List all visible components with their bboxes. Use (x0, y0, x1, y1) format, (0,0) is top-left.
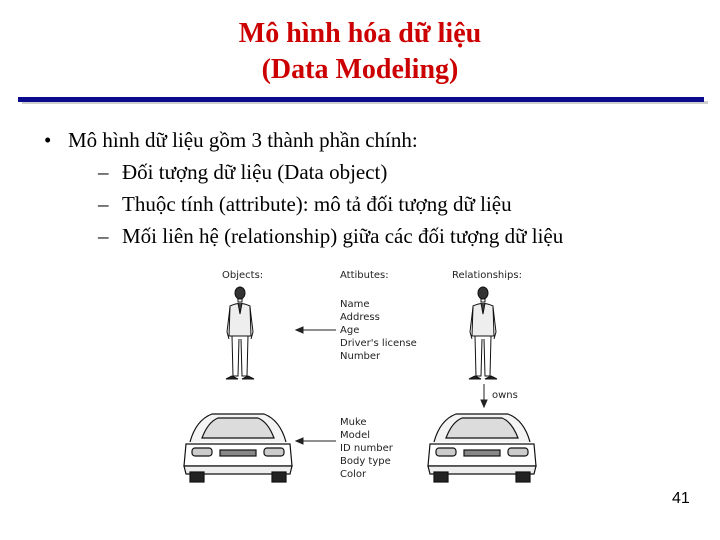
main-bullet-text: Mô hình dữ liệu gồm 3 thành phần chính: (68, 128, 418, 152)
attributes-label: Attibutes: (340, 270, 389, 281)
dash-marker: – (98, 192, 109, 216)
sub-bullet-text: Mối liên hệ (relationship) giữa các đối tượng dữ liệu (122, 224, 564, 248)
car-attribute: Body type (340, 456, 391, 467)
person-attribute: Name (340, 299, 370, 310)
dash-marker: – (98, 224, 109, 248)
car-attribute: Model (340, 430, 371, 441)
sub-bullet-text: Đối tượng dữ liệu (Data object) (122, 160, 388, 184)
car-icon (182, 408, 294, 484)
car-attribute: Color (340, 469, 367, 480)
slide-title-line-2: (Data Modeling) (261, 54, 459, 85)
person-attribute: Address (340, 312, 380, 323)
bullet-marker: • (44, 128, 52, 152)
person-attribute: Age (340, 325, 360, 336)
person-attribute: Number (340, 351, 381, 362)
car-attribute: ID number (340, 443, 393, 454)
sub-bullet-text: Thuộc tính (attribute): mô tả đối tượng dữ liệu (122, 192, 512, 216)
person-icon (224, 284, 256, 382)
car-icon (426, 408, 538, 484)
person-attribute: Driver's license (340, 338, 417, 349)
slide-title-line-1: Mô hình hóa dữ liệu (238, 18, 482, 49)
owns-label: owns (492, 390, 518, 401)
arrow-to-person-icon (296, 327, 336, 333)
relationships-label: Relationships: (452, 270, 522, 281)
page-number: 41 (672, 490, 690, 507)
person-icon (467, 284, 499, 382)
car-attribute: Muke (340, 417, 367, 428)
objects-label: Objects: (222, 270, 264, 281)
dash-marker: – (98, 160, 109, 184)
arrow-to-car-icon (296, 438, 336, 444)
owns-arrow-icon (481, 384, 487, 407)
